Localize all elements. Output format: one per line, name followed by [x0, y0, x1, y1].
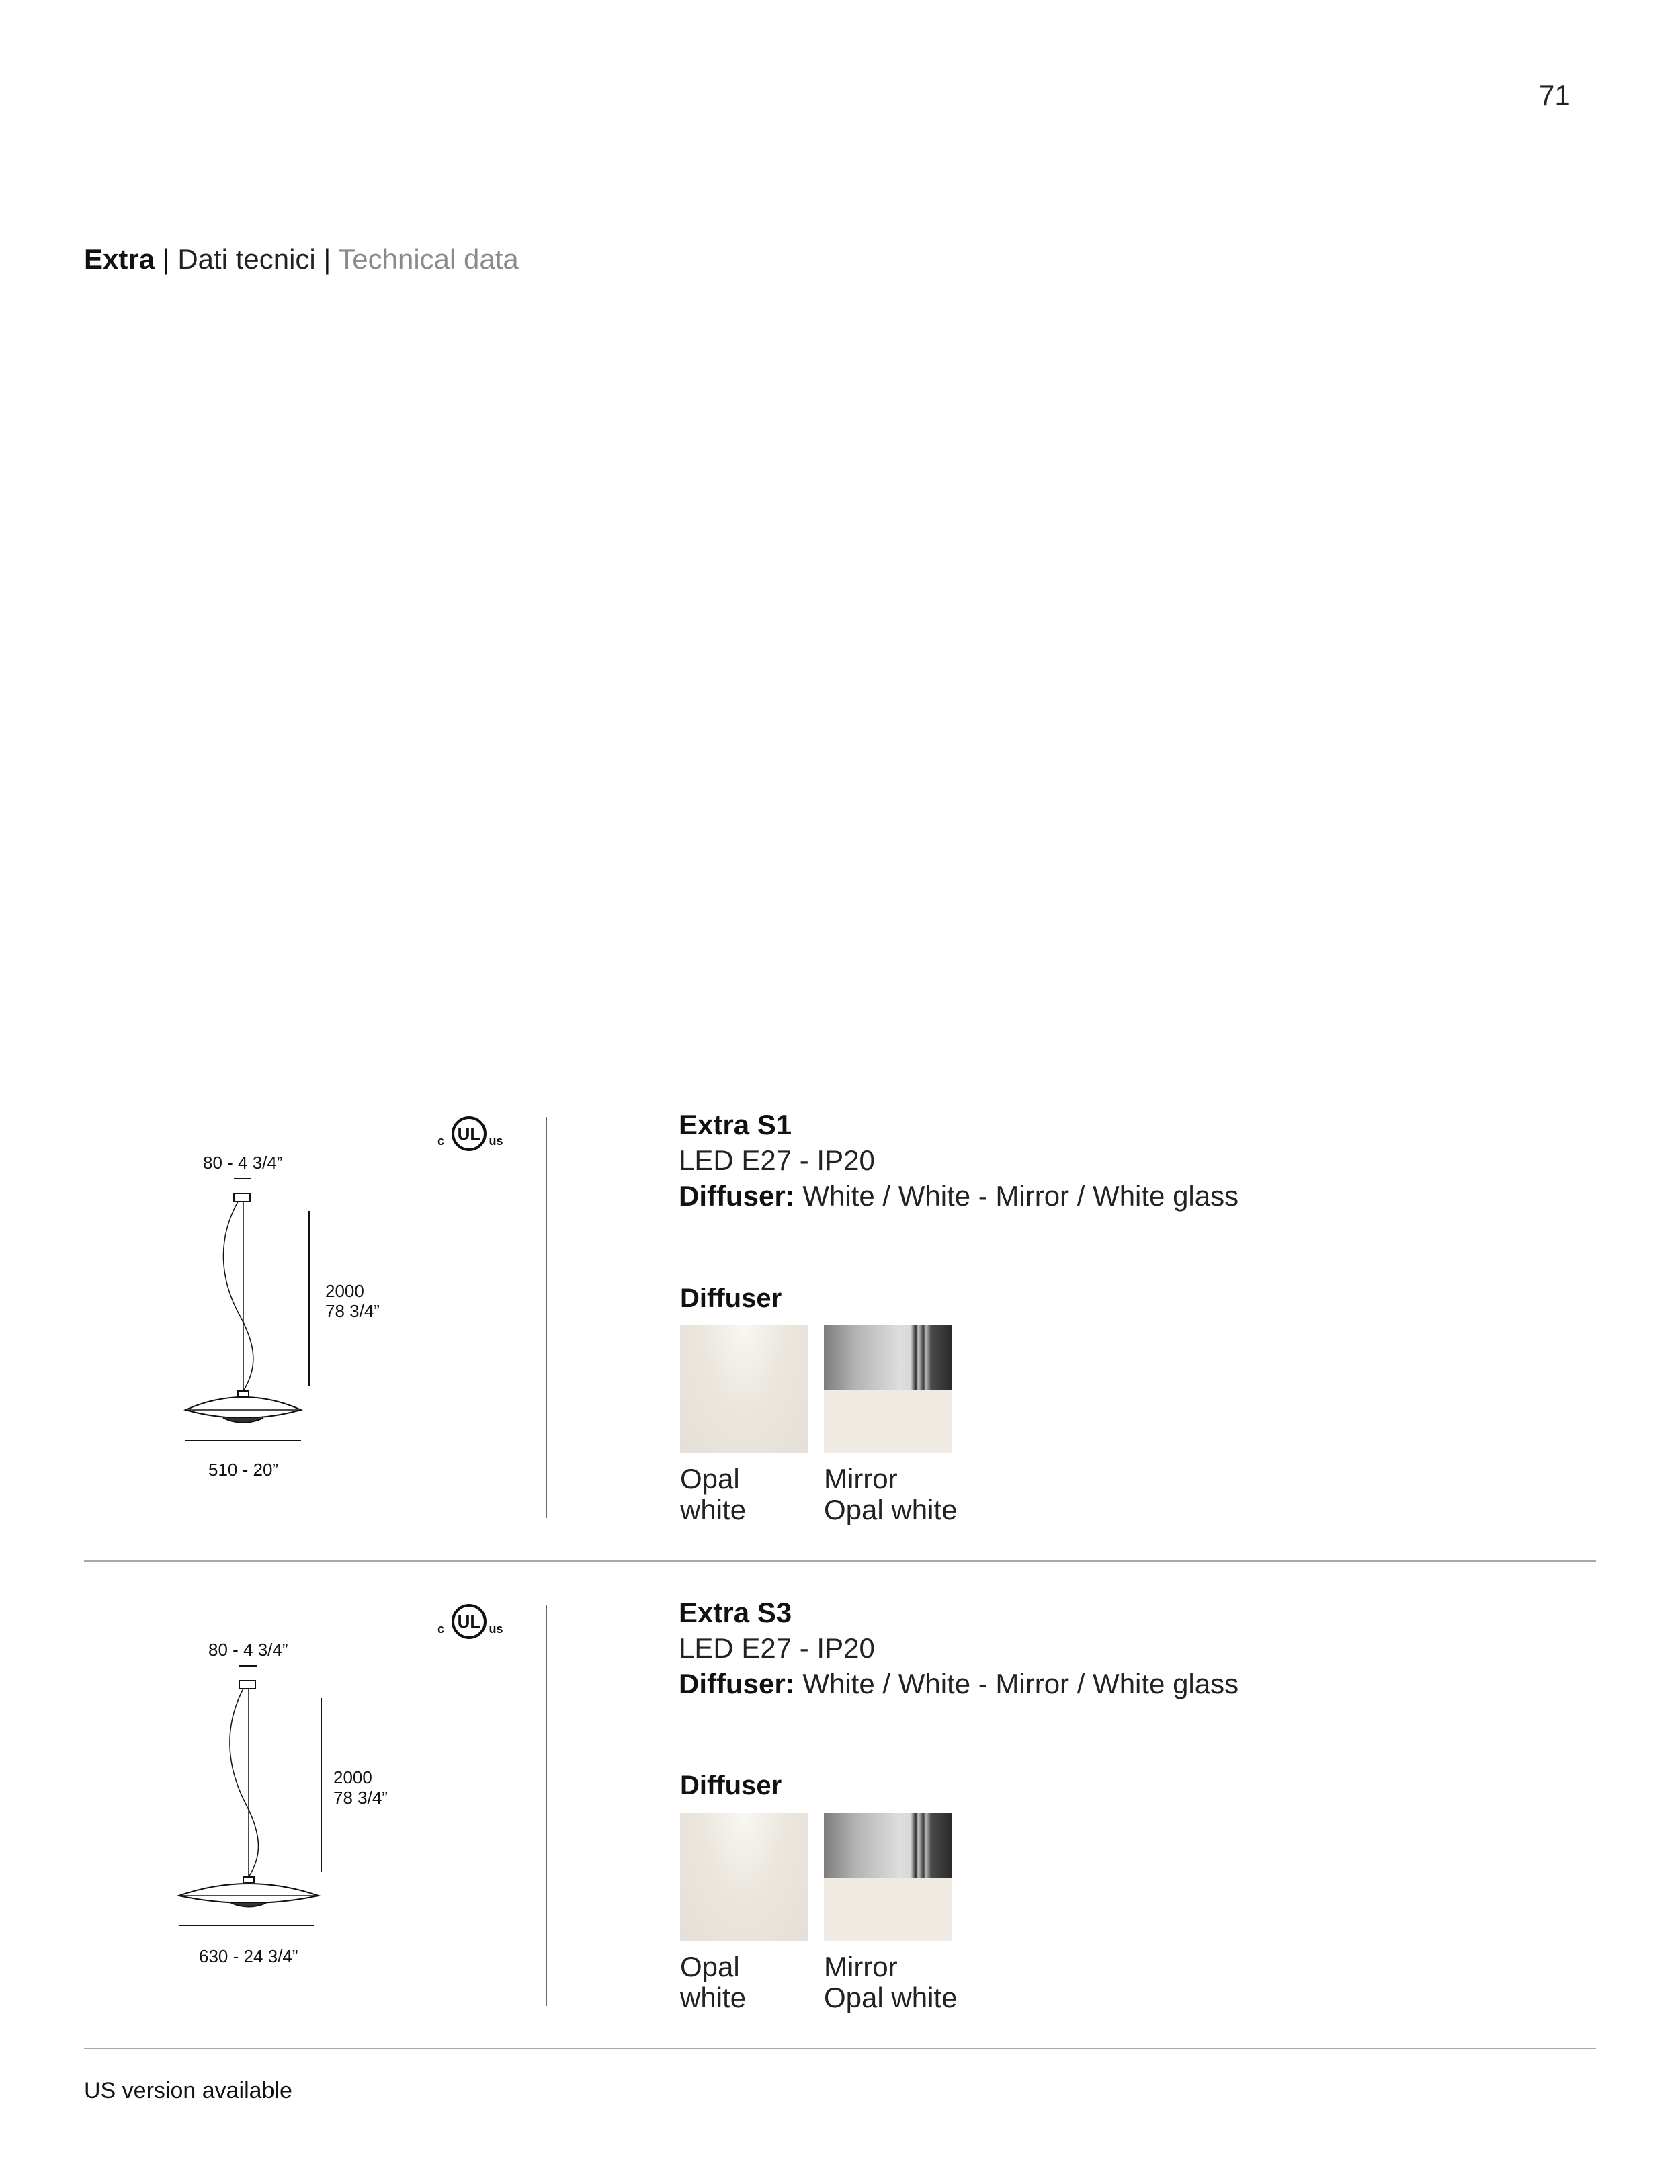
footer-note: US version available — [84, 2078, 292, 2103]
dim-height-in: 78 3/4” — [325, 1301, 380, 1321]
product-spec: LED E27 - IP20 — [679, 1144, 875, 1176]
svg-text:UL: UL — [457, 1124, 481, 1144]
title-italian: Dati tecnici — [177, 243, 316, 275]
dim-top: 80 - 4 3/4” — [208, 1640, 288, 1660]
product-name: Extra S3 — [679, 1597, 792, 1628]
section-divider — [84, 2048, 1596, 2049]
title-product: Extra — [84, 243, 155, 275]
svg-text:c: c — [437, 1622, 445, 1636]
column-divider — [546, 1117, 547, 1518]
dim-height-mm: 2000 — [333, 1767, 372, 1788]
swatch-opal-white — [680, 1813, 808, 1941]
dim-width: 630 - 24 3/4” — [199, 1946, 298, 1966]
diffuser-heading: Diffuser — [680, 1284, 782, 1313]
ul-certification-icon — [434, 1110, 508, 1157]
product-diffuser-line — [679, 1180, 1238, 1212]
dim-width: 510 - 20” — [208, 1460, 279, 1480]
diffuser-label: Diffuser: — [679, 1668, 795, 1699]
dim-height-in: 78 3/4” — [333, 1788, 388, 1808]
svg-text:c: c — [437, 1134, 445, 1148]
dim-top: 80 - 4 3/4” — [203, 1152, 283, 1173]
svg-text:us: us — [489, 1622, 503, 1636]
swatch-mirror-opal-white — [824, 1813, 952, 1941]
dim-height-mm: 2000 — [325, 1281, 364, 1301]
product-name: Extra S1 — [679, 1109, 792, 1140]
title-english: Technical data — [338, 243, 519, 275]
svg-text:UL: UL — [457, 1611, 481, 1632]
swatch-opal-white — [680, 1325, 808, 1453]
title-separator: | — [162, 243, 170, 275]
column-divider — [546, 1605, 547, 2006]
swatch-caption-mirror: Mirror Opal white — [824, 1463, 958, 1525]
product-spec: LED E27 - IP20 — [679, 1632, 875, 1664]
diffuser-value: White / White - Mirror / White glass — [802, 1668, 1239, 1699]
svg-text:us: us — [489, 1134, 503, 1148]
page-number: 71 — [1539, 79, 1570, 111]
diffuser-value: White / White - Mirror / White glass — [802, 1180, 1239, 1212]
ul-certification-icon — [434, 1598, 508, 1645]
swatch-caption-opal: Opal white — [680, 1463, 747, 1525]
product-diffuser-line — [679, 1668, 1238, 1700]
swatch-caption-mirror: Mirror Opal white — [824, 1951, 958, 2013]
page-title — [84, 243, 519, 276]
title-separator: | — [323, 243, 331, 275]
diffuser-label: Diffuser: — [679, 1180, 795, 1212]
swatch-mirror-opal-white — [824, 1325, 952, 1453]
diffuser-heading: Diffuser — [680, 1771, 782, 1800]
section-divider — [84, 1560, 1596, 1562]
swatch-caption-opal: Opal white — [680, 1951, 747, 2013]
